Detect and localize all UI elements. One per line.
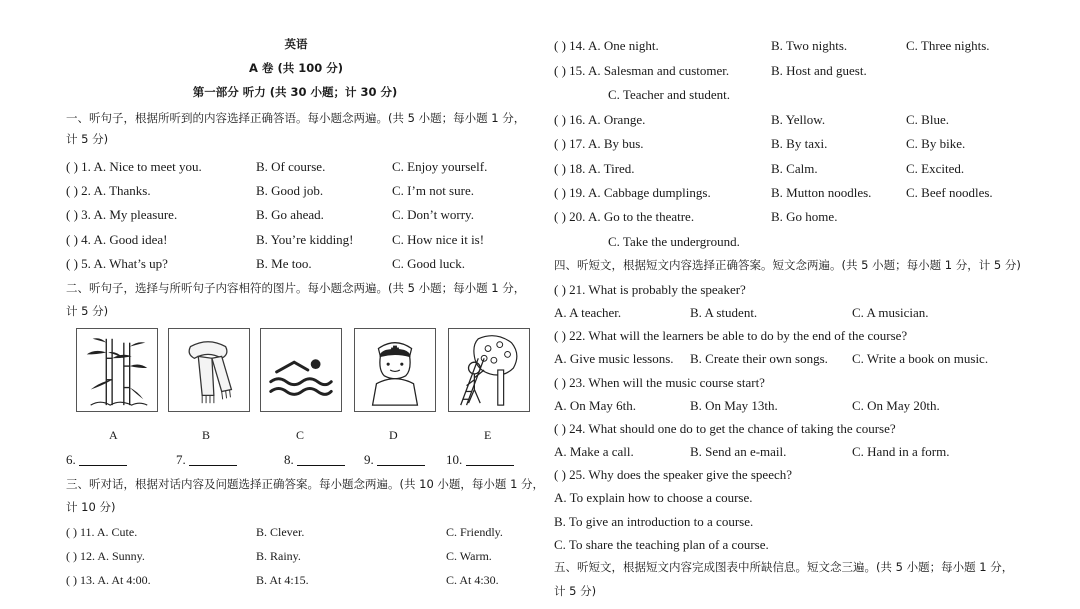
section3-title-line2: 计 10 分) — [66, 500, 116, 514]
section2-title-line1: 二、听句子，选择与所听句子内容相符的图片。每小题念两遍。(共 5 小题；每小题 1 分， — [66, 281, 526, 295]
question-22: ( ) 22. What will the learners be able to do by the end of the course? — [554, 328, 908, 343]
part-title: 第一部分 听力 (共 30 小题；计 30 分) — [192, 85, 398, 99]
question-13-option-b: B. At 4:15. — [256, 573, 309, 587]
section4-title: 四、听短文，根据短文内容选择正确答案。短文念两遍。(共 5 小题；每小题 1 分，计 5 分) — [554, 258, 1021, 272]
question-20: ( ) 20. A. Go to the theatre. — [554, 209, 695, 224]
question-20-option-b: B. Go home. — [771, 209, 838, 224]
question-21-option-b: B. A student. — [690, 305, 758, 320]
question-5-option-c: C. Good luck. — [392, 256, 465, 271]
bamboo-icon — [77, 329, 157, 411]
question-17: ( ) 17. A. By bus. — [554, 136, 644, 151]
question-1-option-c: C. Enjoy yourself. — [392, 159, 488, 174]
picture-b — [168, 328, 250, 412]
picture-a-label: A — [109, 428, 118, 442]
answer-line[interactable] — [297, 453, 345, 466]
question-17-option-c: C. By bike. — [906, 136, 966, 151]
question-15-option-c: C. Teacher and student. — [608, 87, 730, 102]
question-22-option-b: B. Create their own songs. — [690, 351, 828, 366]
question-14-option-c: C. Three nights. — [906, 38, 990, 53]
question-23-option-b: B. On May 13th. — [690, 398, 778, 413]
question-24-option-a: A. Make a call. — [554, 444, 634, 459]
question-15-option-b: B. Host and guest. — [771, 63, 867, 78]
blank-7-number: 7. — [176, 452, 186, 467]
question-18-option-b: B. Calm. — [771, 161, 818, 176]
section1-title-line1: 一、听句子，根据所听到的内容选择正确答语。每小题念两遍。(共 5 小题；每小题 1 分， — [66, 111, 526, 125]
question-23-option-c: C. On May 20th. — [852, 398, 940, 413]
question-23: ( ) 23. When will the music course start? — [554, 375, 765, 390]
blank-8-number: 8. — [284, 452, 294, 467]
section1-title-line2: 计 5 分) — [66, 132, 109, 146]
picture-d-label: D — [389, 428, 398, 442]
question-19-option-c: C. Beef noodles. — [906, 185, 993, 200]
answer-line[interactable] — [189, 453, 237, 466]
question-5-option-b: B. Me too. — [256, 256, 312, 271]
question-21-option-a: A. A teacher. — [554, 305, 622, 320]
nurse-icon — [355, 329, 435, 411]
question-21: ( ) 21. What is probably the speaker? — [554, 282, 746, 297]
swimming-icon — [261, 329, 341, 411]
question-5: ( ) 5. A. What’s up? — [66, 256, 168, 271]
question-16-option-b: B. Yellow. — [771, 112, 826, 127]
question-24: ( ) 24. What should one do to get the chance of taking the course? — [554, 421, 896, 436]
question-4-option-b: B. You’re kidding! — [256, 232, 354, 247]
question-19-option-b: B. Mutton noodles. — [771, 185, 872, 200]
answer-line[interactable] — [79, 453, 127, 466]
blank-8[interactable] — [284, 452, 345, 468]
picture-e — [448, 328, 530, 412]
question-11: ( ) 11. A. Cute. — [66, 525, 138, 539]
question-19: ( ) 19. A. Cabbage dumplings. — [554, 185, 711, 200]
picture-e-label: E — [484, 428, 492, 442]
question-12-option-b: B. Rainy. — [256, 549, 301, 563]
picture-c — [260, 328, 342, 412]
question-2-option-c: C. I’m not sure. — [392, 183, 474, 198]
question-17-option-b: B. By taxi. — [771, 136, 828, 151]
question-15: ( ) 15. A. Salesman and customer. — [554, 63, 730, 78]
question-25-option-b: B. To give an introduction to a course. — [554, 514, 754, 529]
question-14: ( ) 14. A. One night. — [554, 38, 659, 53]
blank-7[interactable] — [176, 452, 237, 468]
section5-title-line1: 五、听短文，根据短文内容完成图表中所缺信息。短文念三遍。(共 5 小题；每小题 1 分， — [554, 560, 1014, 574]
section2-title-line2: 计 5 分) — [66, 304, 109, 318]
question-13-option-c: C. At 4:30. — [446, 573, 499, 587]
blank-10-number: 10. — [446, 452, 463, 467]
scarf-icon — [169, 329, 249, 411]
picture-b-label: B — [202, 428, 211, 442]
question-1-option-b: B. Of course. — [256, 159, 326, 174]
question-25: ( ) 25. Why does the speaker give the speech? — [554, 467, 793, 482]
question-22-option-a: A. Give music lessons. — [554, 351, 674, 366]
question-23-option-a: A. On May 6th. — [554, 398, 636, 413]
question-3-option-c: C. Don’t worry. — [392, 207, 474, 222]
question-11-option-c: C. Friendly. — [446, 525, 503, 539]
question-25-option-c: C. To share the teaching plan of a course. — [554, 537, 769, 552]
blank-9-number: 9. — [364, 452, 374, 467]
question-4-option-c: C. How nice it is! — [392, 232, 485, 247]
question-25-option-a: A. To explain how to choose a course. — [554, 490, 753, 505]
subject-title: 英语 — [284, 37, 308, 51]
question-20-option-c: C. Take the underground. — [608, 234, 740, 249]
picture-c-label: C — [296, 428, 305, 442]
question-4: ( ) 4. A. Good idea! — [66, 232, 168, 247]
boy-picking-apples-icon — [449, 329, 529, 411]
question-18: ( ) 18. A. Tired. — [554, 161, 635, 176]
question-3: ( ) 3. A. My pleasure. — [66, 207, 178, 222]
section5-title-line2: 计 5 分) — [554, 584, 597, 598]
question-14-option-b: B. Two nights. — [771, 38, 848, 53]
question-12: ( ) 12. A. Sunny. — [66, 549, 145, 563]
blank-6[interactable] — [66, 452, 127, 468]
question-1: ( ) 1. A. Nice to meet you. — [66, 159, 202, 174]
question-24-option-b: B. Send an e-mail. — [690, 444, 787, 459]
question-2-option-b: B. Good job. — [256, 183, 324, 198]
picture-d — [354, 328, 436, 412]
question-2: ( ) 2. A. Thanks. — [66, 183, 151, 198]
question-12-option-c: C. Warm. — [446, 549, 492, 563]
section3-title-line1: 三、听对话，根据对话内容及问题选择正确答案。每小题念两遍。(共 10 小题，每小题 1 分， — [66, 477, 545, 491]
answer-line[interactable] — [377, 453, 425, 466]
volume-title: A 卷 (共 100 分) — [249, 61, 343, 75]
blank-6-number: 6. — [66, 452, 76, 467]
question-13: ( ) 13. A. At 4:00. — [66, 573, 151, 587]
question-16-option-c: C. Blue. — [906, 112, 949, 127]
question-21-option-c: C. A musician. — [852, 305, 929, 320]
answer-line[interactable] — [466, 453, 514, 466]
blank-9[interactable] — [364, 452, 425, 468]
blank-10[interactable] — [446, 452, 514, 468]
question-22-option-c: C. Write a book on music. — [852, 351, 989, 366]
question-24-option-c: C. Hand in a form. — [852, 444, 950, 459]
picture-a — [76, 328, 158, 412]
question-18-option-c: C. Excited. — [906, 161, 965, 176]
question-16: ( ) 16. A. Orange. — [554, 112, 646, 127]
question-11-option-b: B. Clever. — [256, 525, 305, 539]
question-3-option-b: B. Go ahead. — [256, 207, 324, 222]
